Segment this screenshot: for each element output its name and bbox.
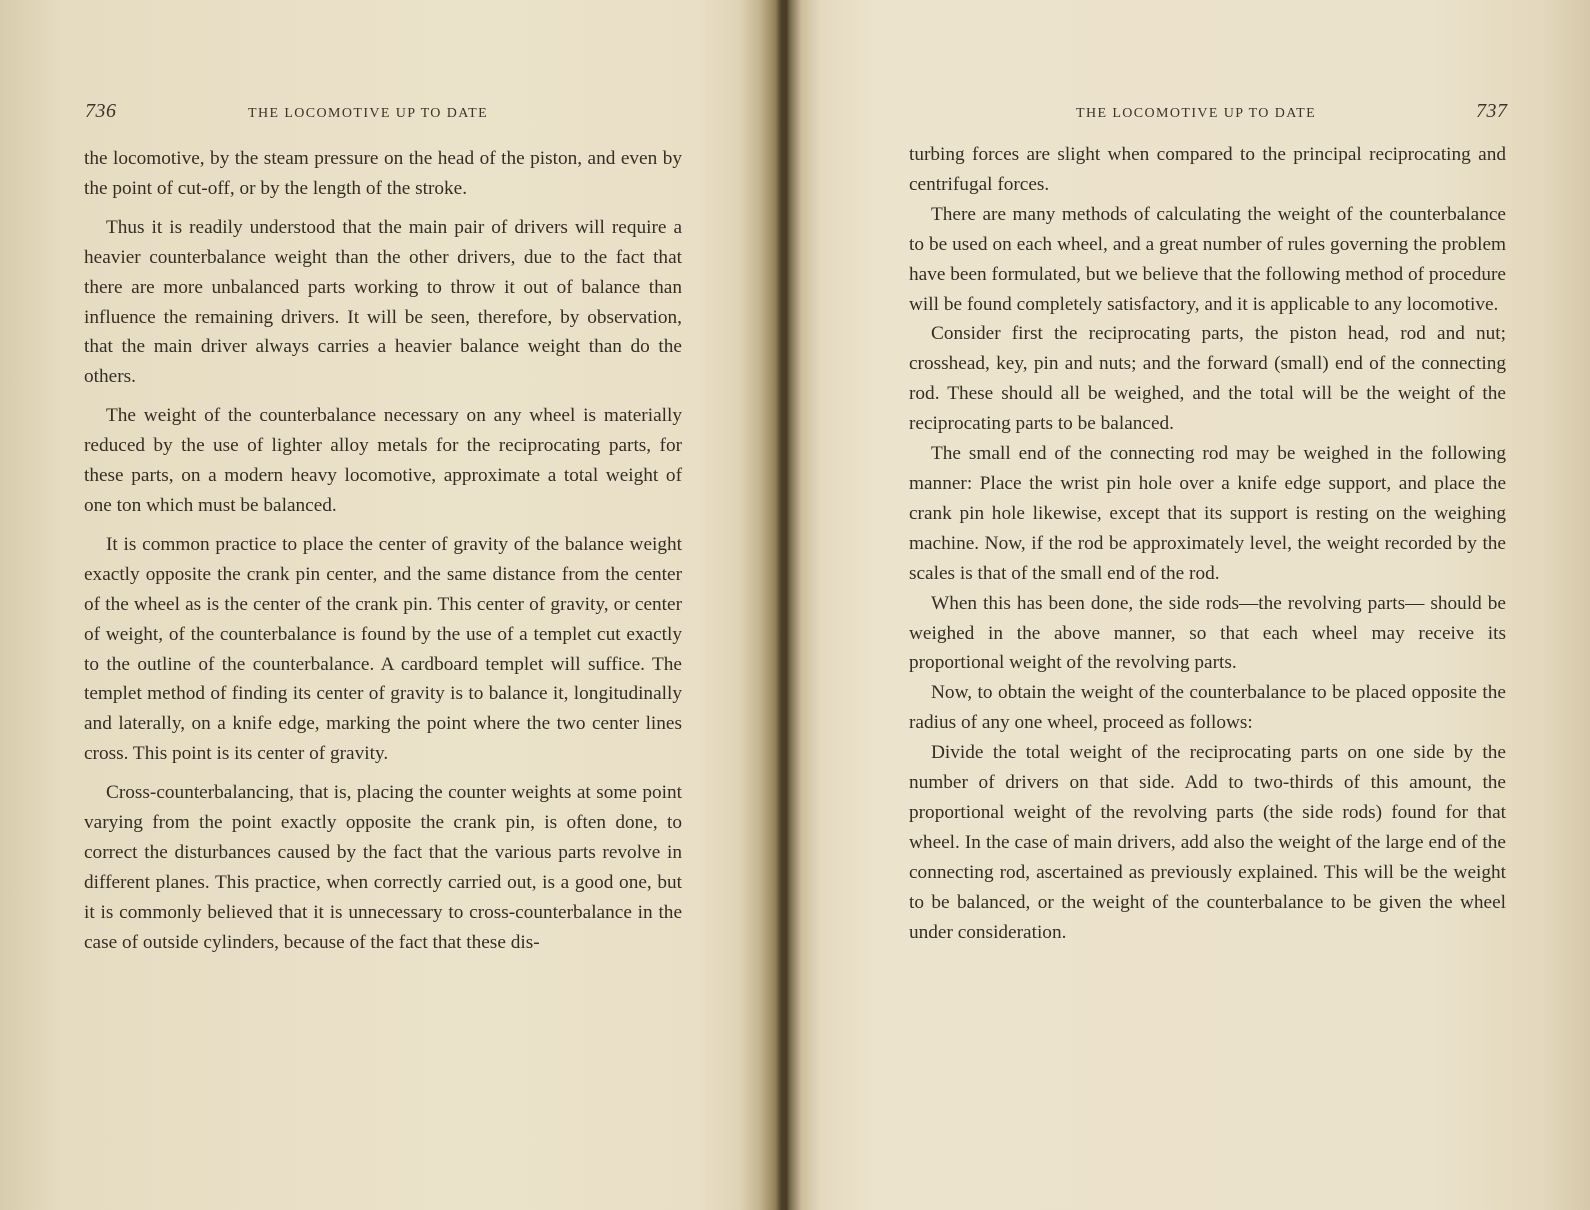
right-paragraph: Now, to obtain the weight of the counterbalance to be placed opposite the radius of any one wheel, proceed as follows: — [909, 682, 1506, 734]
left-paragraph: Thus it is readily understood that the main pair of drivers will require a heavier counterbalance weight than the other drivers, due to the fact that there are more unbalanced parts working to throw it out of balance than influence the remaining drivers. It will be seen, therefore, by observation, that the main driver always carries a heavier balance weight than do the others. — [84, 216, 682, 388]
right-paragraph: The small end of the connecting rod may be weighed in the following manner: Place the wrist pin hole over a knife edge support, and place the crank pin hole likewise, except that its support is resting on the weighing machine. Now, if the rod be approximately level, the weight recorded by the scales is that of the small end of the rod. — [909, 443, 1506, 584]
book-gutter — [776, 0, 788, 1210]
right-body-text — [909, 140, 1506, 947]
left-running-head — [0, 100, 780, 130]
right-paragraph: turbing forces are slight when compared to the principal reciprocating and centrifugal forces. — [909, 144, 1506, 195]
left-running-title: THE LOCOMOTIVE UP TO DATE — [248, 106, 489, 121]
right-running-head — [790, 100, 1590, 130]
left-paragraph: the locomotive, by the steam pressure on the head of the piston, and even by the point of cut-off, or by the length of the stroke. — [84, 148, 682, 199]
right-paragraph: There are many methods of calculating the weight of the counterbalance to be used on each wheel, and a great number of rules governing the problem have been formulated, but we believe that the following method of procedure will be found completely satisfactory, and it is applicable to any locomotive. — [909, 203, 1506, 315]
right-page — [790, 0, 1590, 1210]
right-paragraph: Consider first the reciprocating parts, the piston head, rod and nut; crosshead, key, pin and nuts; and the forward (small) end of the connecting rod. These should all be weighed, and the total will be the weight of the reciprocating parts to be balanced. — [909, 323, 1506, 435]
left-body-text — [84, 144, 682, 967]
left-paragraph: Cross-counterbalancing, that is, placing the counter weights at some point varying from the point exactly opposite the crank pin, is often done, to correct the disturbances caused by the fact that the various parts revolve in different planes. This practice, when correctly carried out, is a good one, but it is commonly believed that it is unnecessary to cross-counterbalance in the case of outside cylinders, because of the fact that these dis- — [84, 782, 682, 953]
right-running-title: THE LOCOMOTIVE UP TO DATE — [1076, 106, 1317, 121]
left-paragraph: It is common practice to place the center of gravity of the balance weight exactly opposite the crank pin center, and the same distance from the center of the wheel as is the center of the crank pin. This center of gravity, or center of weight, of the counterbalance is found by the use of a templet cut exactly to the outline of the counterbalance. A cardboard templet will suffice. The templet method of finding its center of gravity is to balance it, longitudinally and laterally, on a knife edge, marking the point where the two center lines cross. This point is its center of gravity. — [84, 533, 682, 765]
left-page-number: 736 — [85, 100, 117, 122]
right-page-number: 737 — [1476, 100, 1508, 122]
right-paragraph: Divide the total weight of the reciprocating parts on one side by the number of drivers on that side. Add to two-thirds of this amount, the proportional weight of the revolving parts (the side rods) found for that wheel. In the case of main drivers, add also the weight of the large end of the connecting rod, ascertained as previously explained. This will be the weight to be balanced, or the weight of the counterbalance to be given the wheel under consideration. — [909, 742, 1506, 943]
left-paragraph: The weight of the counterbalance necessary on any wheel is materially reduced by the use of lighter alloy metals for the reciprocating parts, for these parts, on a modern heavy locomotive, approximate a total weight of one ton which must be balanced. — [84, 405, 682, 516]
right-paragraph: When this has been done, the side rods—the revolving parts— should be weighed in the above manner, so that each wheel may receive its proportional weight of the revolving parts. — [909, 592, 1506, 674]
left-page — [0, 0, 780, 1210]
